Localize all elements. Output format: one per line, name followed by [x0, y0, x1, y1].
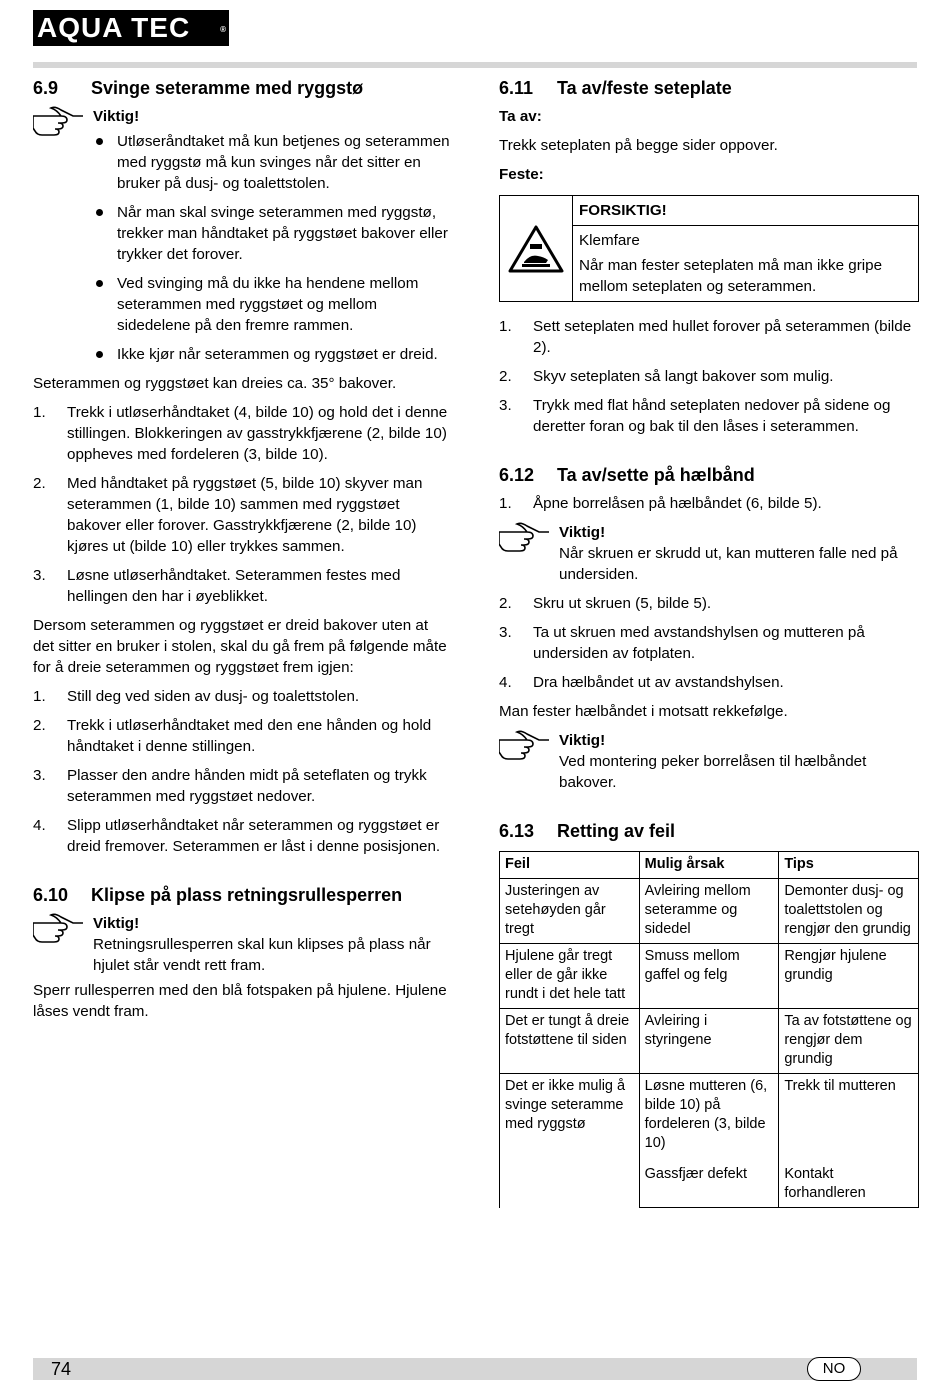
table-cell: Rengjør hjulene grundig — [779, 944, 919, 1009]
table-cell: Avleiring mellom seteramme og sidedel — [639, 879, 779, 944]
table-cell: Justeringen av setehøyden går tregt — [500, 879, 640, 944]
list-item: Utløseråndtaket må kun betjenes og seterammen med ryggstø må kun svinges når det sitter en bruker på dusj- og toalettstolen. — [93, 131, 453, 194]
column-header: Tips — [779, 852, 919, 879]
caution-subheading: Klemfare — [579, 232, 640, 249]
list-item: 4. Dra hælbåndet ut av avstandshylsen. — [499, 674, 784, 691]
note-text: Retningsrullesperren skal kun klipses på plass når hjulet står vendt rett fram. — [93, 936, 431, 974]
section-6-11-heading: 6.11 Ta av/feste seteplate — [499, 78, 732, 98]
list-item: 1. Åpne borrelåsen på hælbåndet (6, bilde 5). — [499, 495, 822, 512]
table-row — [500, 944, 919, 1009]
paragraph: Seterammen og ryggstøet kan dreies ca. 35° bakover. — [33, 375, 397, 392]
numbered-list — [499, 593, 919, 693]
crush-hazard-icon — [508, 224, 564, 274]
pointing-hand-icon — [499, 520, 551, 552]
numbered-list — [499, 316, 919, 437]
note-title: Viktig! — [93, 108, 140, 125]
registered-mark: ® — [220, 25, 227, 34]
pointing-hand-icon — [499, 728, 551, 760]
caution-text: Når man fester seteplaten må man ikke gripe mellom seteplaten og seterammen. — [579, 257, 883, 295]
list-item: 1. Still deg ved siden av dusj- og toalettstolen. — [33, 688, 360, 705]
footer-bar — [33, 1358, 917, 1380]
table-cell: Det er ikke mulig å svinge seteramme med ryggstø — [500, 1074, 640, 1208]
table-cell: Demonter dusj- og toalettstolen og rengjør den grundig — [779, 879, 919, 944]
bullet-list — [93, 131, 453, 365]
table-cell: Det er tungt å dreie fotstøttene til siden — [500, 1009, 640, 1074]
language-badge: NO — [807, 1357, 861, 1381]
table-cell: Avleiring i styringene — [639, 1009, 779, 1074]
column-header: Feil — [500, 852, 640, 879]
list-item: 3. Plasser den andre hånden midt på seteflaten og trykk seterammen med ryggstøet nedover. — [33, 767, 427, 805]
list-item: Ikke kjør når seterammen og ryggstøet er dreid. — [93, 344, 453, 365]
right-column — [499, 76, 919, 1208]
note-text: Når skruen er skrudd ut, kan mutteren falle ned på undersiden. — [559, 545, 898, 583]
list-item: 4. Slipp utløserhåndtaket når seterammen og ryggstøet er dreid fremover. Seterammen er låst i denne posisjonen. — [33, 817, 441, 855]
paragraph: Sperr rullesperren med den blå fotspaken på hjulene. Hjulene låses vendt fram. — [33, 982, 447, 1020]
column-header: Mulig årsak — [639, 852, 779, 879]
note-title: Viktig! — [559, 524, 606, 541]
list-item: 3. Trykk med flat hånd seteplaten nedover på sidene og deretter foran og bak til den låses i seterammen. — [499, 397, 891, 435]
section-6-10-heading: 6.10 Klipse på plass retningsrullesperren — [33, 885, 403, 905]
paragraph: Trekk seteplaten på begge sider oppover. — [499, 137, 778, 154]
brand-logo — [33, 10, 229, 46]
list-item: 2. Med håndtaket på ryggstøet (5, bilde 10) skyver man seterammen (1, bilde 10) sammen med ryggstøet bakover eller forover. Gasstrykkfjærene (2, bilde 10) kjøres ut (bilde 10) eller trykkes sammen. — [33, 475, 423, 555]
logo-text: AQUA TEC — [37, 12, 191, 43]
numbered-list — [33, 402, 453, 607]
list-item: 2. Skru ut skruen (5, bilde 5). — [499, 595, 712, 612]
table-row — [500, 1009, 919, 1074]
paragraph: Dersom seterammen og ryggstøet er dreid bakover uten at det sitter en bruker i stolen, skal du gå frem på følgende måte for å dreie seterammen og ryggstøet frem igjen: — [33, 617, 447, 676]
note-title: Viktig! — [93, 915, 140, 932]
caution-box — [499, 195, 919, 302]
table-cell: Trekk til mutteren — [779, 1074, 919, 1158]
troubleshooting-table — [499, 851, 919, 1208]
paragraph: Man fester hælbåndet i motsatt rekkefølge. — [499, 703, 788, 720]
table-cell: Smuss mellom gaffel og felg — [639, 944, 779, 1009]
table-cell: Gassfjær defekt — [639, 1157, 779, 1208]
section-6-12-heading: 6.12 Ta av/sette på hælbånd — [499, 465, 755, 485]
table-row — [500, 879, 919, 944]
note-6-9 — [33, 106, 453, 365]
section-6-9-heading: 6.9 Svinge seteramme med ryggstø — [33, 78, 364, 98]
note-title: Viktig! — [559, 732, 606, 749]
sub-label: Ta av: — [499, 108, 542, 125]
caution-heading: FORSIKTIG! — [573, 196, 918, 226]
sub-label: Feste: — [499, 166, 544, 183]
pointing-hand-icon — [33, 911, 85, 943]
table-row — [500, 1074, 919, 1158]
list-item: 3. Løsne utløserhåndtaket. Seterammen festes med hellingen den har i øyeblikket. — [33, 567, 401, 605]
section-6-13-heading: 6.13 Retting av feil — [499, 821, 676, 841]
table-cell: Kontakt forhandleren — [779, 1157, 919, 1208]
pointing-hand-icon — [33, 104, 85, 136]
list-item: 2. Skyv seteplaten så langt bakover som mulig. — [499, 368, 834, 385]
note-6-12-b — [499, 730, 919, 793]
page-number: 74 — [51, 1359, 72, 1379]
table-cell: Ta av fotstøttene og rengjør dem grundig — [779, 1009, 919, 1074]
list-item: 1. Trekk i utløserhåndtaket (4, bilde 10) og hold det i denne stillingen. Blokkeringen av gasstrykkfjærene (2, bilde 10) oppheves med fordeleren (3, bilde 10). — [33, 404, 448, 463]
note-6-10 — [33, 913, 453, 976]
list-item: 2. Trekk i utløserhåndtaket med den ene hånden og hold håndtaket i denne stillingen. — [33, 717, 432, 755]
note-text: Ved montering peker borrelåsen til hælbåndet bakover. — [559, 753, 867, 791]
note-6-12-a — [499, 522, 919, 585]
left-column — [33, 76, 453, 1030]
numbered-list — [33, 686, 453, 857]
list-item: 1. Sett seteplaten med hullet forover på seterammen (bilde 2). — [499, 318, 912, 356]
numbered-list — [499, 493, 919, 514]
list-item: Når man skal svinge seterammen med ryggstø, trekker man håndtaket på ryggstøet bakover eller trykker det forover. — [93, 202, 453, 265]
table-cell: Hjulene går tregt eller de går ikke rundt i det hele tatt — [500, 944, 640, 1009]
list-item: Ved svinging må du ikke ha hendene mellom seterammen med ryggstøet og mellom sidedelene på den fremre rammen. — [93, 273, 453, 336]
table-header-row — [500, 852, 919, 879]
table-cell: Løsne mutteren (6, bilde 10) på fordeleren (3, bilde 10) — [639, 1074, 779, 1158]
header-rule — [33, 62, 917, 68]
list-item: 3. Ta ut skruen med avstandshylsen og mutteren på undersiden av fotplaten. — [499, 624, 865, 662]
